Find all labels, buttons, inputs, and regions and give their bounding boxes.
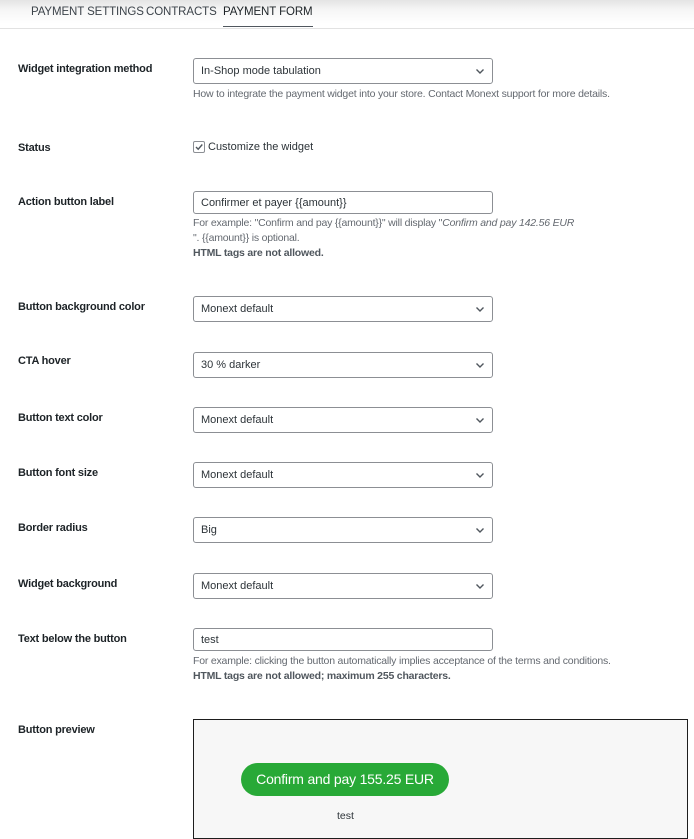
button-preview-label: Button preview (18, 724, 95, 736)
button-font-size-value: Monext default (201, 469, 274, 481)
button-font-size-select[interactable] (193, 462, 493, 488)
tab-payment-form[interactable]: PAYMENT FORM (223, 6, 313, 27)
integration-method-value: In-Shop mode tabulation (201, 65, 321, 77)
cta-hover-select[interactable] (193, 352, 493, 378)
text-below-button-desc: For example: clicking the button automatically implies acceptance of the terms and conditions. (193, 655, 611, 667)
button-text-color-select[interactable] (193, 407, 493, 433)
action-button-desc-example: Confirm and pay 142.56 EUR (442, 217, 575, 229)
button-text-color-label: Button text color (18, 412, 103, 424)
button-bg-color-value: Monext default (201, 303, 274, 315)
chevron-down-icon (474, 65, 486, 77)
customize-widget-label: Customize the widget (208, 141, 314, 153)
action-button-label-label: Action button label (18, 196, 114, 208)
text-below-button-description (193, 654, 611, 684)
button-bg-color-label: Button background color (18, 301, 145, 313)
customize-widget-option (193, 141, 313, 153)
preview-below-text: test (337, 810, 354, 822)
cta-hover-label: CTA hover (18, 355, 71, 367)
integration-method-select[interactable] (193, 58, 493, 84)
widget-background-label: Widget background (18, 578, 118, 590)
button-font-size-label: Button font size (18, 467, 98, 479)
border-radius-select[interactable] (193, 517, 493, 543)
text-below-button-input[interactable] (193, 628, 493, 651)
chevron-down-icon (474, 469, 486, 481)
chevron-down-icon (474, 524, 486, 536)
integration-method-description: How to integrate the payment widget into your store. Contact Monext support for more details. (193, 88, 610, 100)
confirm-and-pay-preview-button[interactable]: Confirm and pay 155.25 EUR (241, 763, 449, 796)
text-below-button-label: Text below the button (18, 633, 127, 645)
widget-background-value: Monext default (201, 580, 274, 592)
cta-hover-value: 30 % darker (201, 359, 261, 371)
chevron-down-icon (474, 414, 486, 426)
action-button-label-description (193, 216, 593, 261)
checkmark-icon (194, 142, 204, 152)
chevron-down-icon (474, 359, 486, 371)
border-radius-value: Big (201, 524, 217, 536)
action-button-label-input[interactable] (193, 191, 493, 214)
button-preview-panel (193, 719, 688, 839)
action-button-desc-prefix: For example: "Confirm and pay {{amount}}" will display " (193, 217, 443, 229)
action-button-desc-note: HTML tags are not allowed. (193, 247, 324, 259)
integration-method-label: Widget integration method (18, 63, 153, 75)
customize-widget-checkbox[interactable] (193, 141, 205, 153)
button-bg-color-select[interactable] (193, 296, 493, 322)
tab-contracts[interactable]: CONTRACTS (146, 6, 217, 18)
status-label: Status (18, 142, 51, 154)
button-text-color-value: Monext default (201, 414, 274, 426)
settings-tabs (0, 0, 694, 29)
text-below-button-note: HTML tags are not allowed; maximum 255 characters. (193, 670, 451, 682)
action-button-desc-line2: ". {{amount}} is optional. (193, 232, 300, 244)
widget-background-select[interactable] (193, 573, 493, 599)
border-radius-label: Border radius (18, 522, 88, 534)
chevron-down-icon (474, 580, 486, 592)
chevron-down-icon (474, 303, 486, 315)
tab-payment-settings[interactable]: PAYMENT SETTINGS (31, 6, 144, 18)
